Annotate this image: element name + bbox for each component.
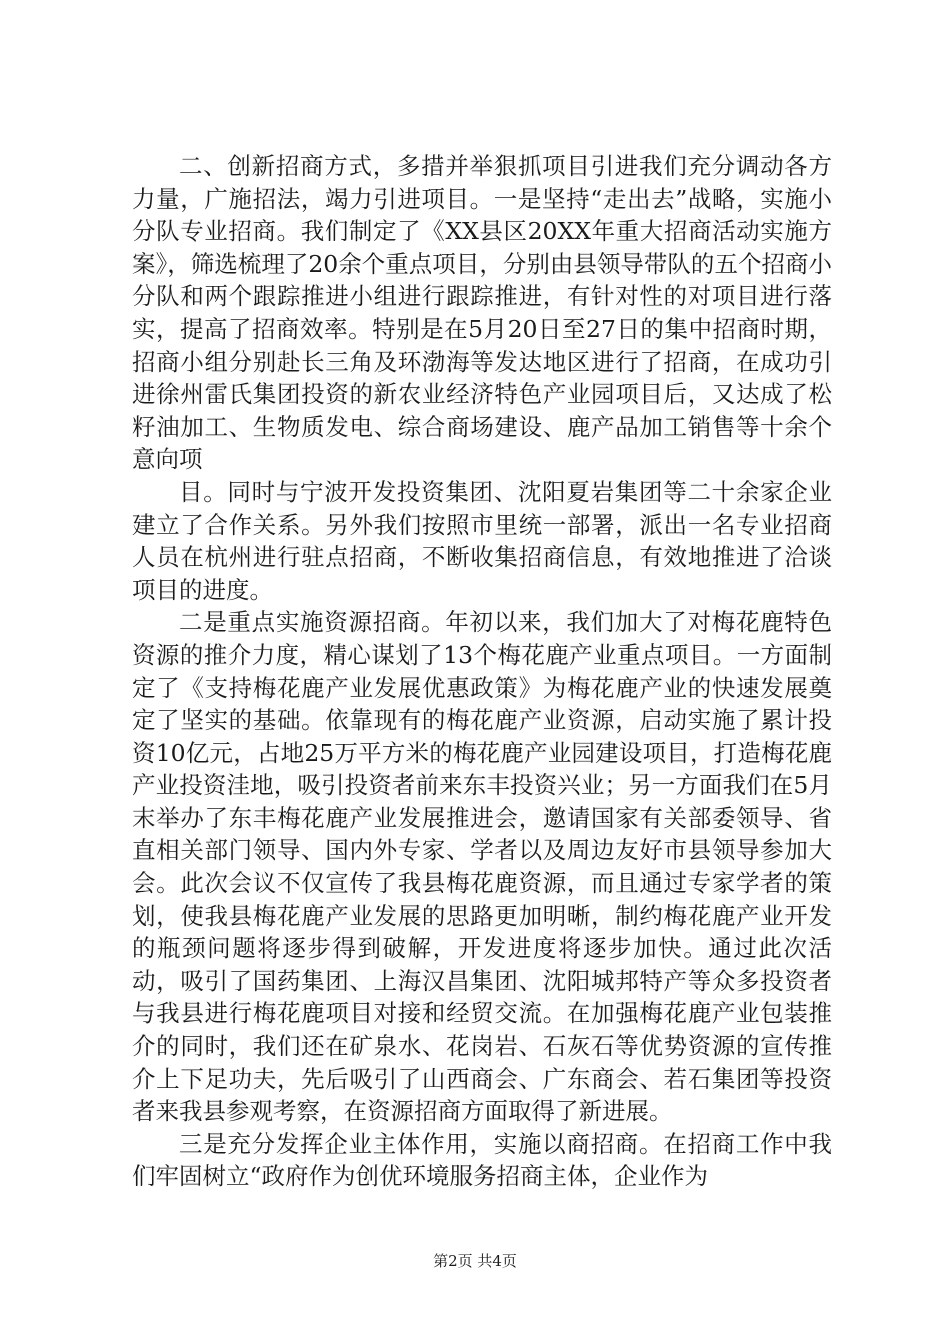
document-body <box>132 150 832 1193</box>
page-number-footer: 第2页 共4页 <box>433 1252 517 1270</box>
paragraph-1: 二、创新招商方式，多措并举狠抓项目引进我们充分调动各方力量，广施招法，竭力引进项目。一是坚持“走出去”战略，实施小分队专业招商。我们制定了《XX县区20XX年重大招商活动实施方案》，筛选梳理了20余个重点项目，分别由县领导带队的五个招商小分队和两个跟踪推进小组进行跟踪推进，有针对性的对项目进行落实，提高了招商效率。特别是在5月20日至27日的集中招商时期，招商小组分别赴长三角及环渤海等发达地区进行了招商，在成功引进徐州雷氏集团投资的新农业经济特色产业园项目后，又达成了松籽油加工、生物质发电、综合商场建设、鹿产品加工销售等十余个意向项 <box>132 152 832 474</box>
paragraph-2: 目。同时与宁波开发投资集团、沈阳夏岩集团等二十余家企业建立了合作关系。另外我们按照市里统一部署，派出一名专业招商人员在杭州进行驻点招商，不断收集招商信息，有效地推进了洽谈项目的进度。 <box>132 477 832 604</box>
paragraph-3: 二是重点实施资源招商。年初以来，我们加大了对梅花鹿特色资源的推介力度，精心谋划了13个梅花鹿产业重点项目。一方面制定了《支持梅花鹿产业发展优惠政策》为梅花鹿产业的快速发展奠定了坚实的基础。依靠现有的梅花鹿产业资源，启动实施了累计投资10亿元，占地25万平方米的梅花鹿产业园建设项目，打造梅花鹿产业投资洼地，吸引投资者前来东丰投资兴业；另一方面我们在5月末举办了东丰梅花鹿产业发展推进会，邀请国家有关部委领导、省直相关部门领导、国内外专家、学者以及周边友好市县领导参加大会。此次会议不仅宣传了我县梅花鹿资源，而且通过专家学者的策划，使我县梅花鹿产业发展的思路更加明晰，制约梅花鹿产业开发的瓶颈问题将逐步得到破解，开发进度将逐步加快。通过此次活动，吸引了国药集团、上海汉昌集团、沈阳城邦特产等众多投资者与我县进行梅花鹿项目对接和经贸交流。在加强梅花鹿产业包装推介的同时，我们还在矿泉水、花岗岩、石灰石等优势资源的宣传推介上下足功夫，先后吸引了山西商会、广东商会、若石集团等投资者来我县参观考察，在资源招商方面取得了新进展。 <box>132 608 832 1126</box>
paragraph-4: 三是充分发挥企业主体作用，实施以商招商。在招商工作中我们牢固树立“政府作为创优环境服务招商主体，企业作为 <box>132 1129 832 1191</box>
